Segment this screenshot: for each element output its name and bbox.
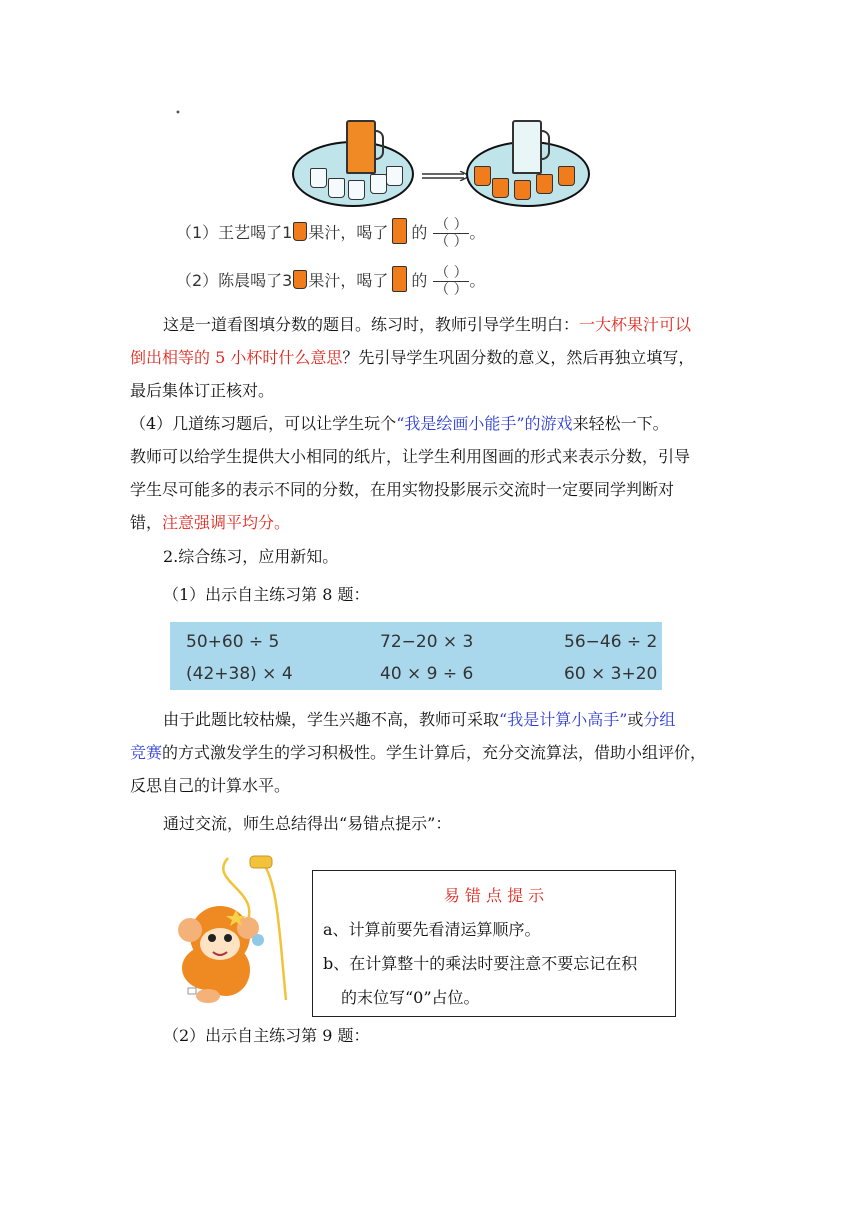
fraction-blank: [433, 266, 469, 297]
numerator-blank: （ ）: [435, 217, 468, 233]
expression: 50+60 ÷ 5: [186, 632, 280, 652]
paragraph-1-line-1: [163, 313, 691, 337]
error-tips-box: [312, 870, 676, 1017]
pitcher-icon: [392, 266, 407, 292]
text: ？先引导学生巩固分数的意义，然后再独立填写，: [342, 348, 695, 367]
text: 的方式激发学生的学习积极性。学生计算后，充分交流算法，借助小组评价，: [162, 743, 707, 762]
item-1: （1）出示自主练习第 8 题：: [163, 585, 370, 604]
text: 或: [627, 710, 644, 729]
numerator-blank: （ ）: [435, 265, 468, 281]
full-cup: [514, 180, 531, 200]
highlight-text: “我是绘画小能手”的游戏: [396, 414, 573, 433]
paragraph-3-line-3: 反思自己的计算水平。: [130, 776, 291, 795]
full-pitcher: [346, 120, 376, 174]
question-2-prefix: （2）陈晨喝了3: [176, 271, 293, 290]
tip-b-line-2: 的末位写“0”占位。: [341, 988, 480, 1007]
empty-cup: [370, 174, 387, 194]
expression: 60 × 3+20: [564, 664, 658, 684]
question-2: [176, 266, 485, 297]
denominator-blank: （ ）: [435, 234, 468, 250]
small-cup-icon: [293, 270, 307, 289]
empty-cup: [310, 168, 327, 188]
empty-cup: [386, 166, 403, 186]
summary-line: 通过交流，师生总结得出“易错点提示”：: [163, 814, 452, 833]
tip-a: a、计算前要先看清运算顺序。: [323, 920, 541, 939]
small-cup-icon: [293, 222, 307, 241]
exercise-8-box: [170, 622, 662, 690]
item-2: （2）出示自主练习第 9 题：: [163, 1026, 370, 1045]
question-1: [176, 218, 485, 249]
question-1-end: 。: [469, 223, 486, 242]
expression: (42+38) × 4: [186, 664, 293, 684]
question-2-mid: 果汁，喝了: [308, 271, 389, 290]
full-cup: [492, 178, 509, 198]
paragraph-2-line-4: [130, 511, 290, 535]
tips-title: 易 错 点 提 示: [443, 886, 545, 905]
full-cup: [536, 174, 553, 194]
highlight-text: 一大杯果汁可以: [579, 315, 692, 334]
fraction-blank: [433, 218, 469, 249]
expression: 72−20 × 3: [380, 632, 474, 652]
highlight-text: “我是计算小高手”: [499, 710, 628, 729]
question-1-suffix: 的: [411, 223, 428, 242]
paragraph-1-line-2: [130, 346, 694, 370]
text: 来轻松一下。: [572, 414, 669, 433]
denominator-blank: （ ）: [435, 282, 468, 298]
arrow-icon: [422, 166, 472, 176]
text: 由于此题比较枯燥，学生兴趣不高，教师可采取: [163, 710, 500, 729]
empty-cup: [348, 180, 365, 200]
full-cup: [474, 166, 491, 186]
question-2-suffix: 的: [411, 271, 428, 290]
pitcher-icon: [392, 218, 407, 244]
highlight-text: 倒出相等的 5 小杯时什么意思: [130, 348, 343, 367]
expression: 56−46 ÷ 2: [564, 632, 658, 652]
question-2-end: 。: [469, 271, 486, 290]
paragraph-2-line-1: [130, 412, 669, 436]
monkey-illustration: [168, 850, 318, 1010]
text: 这是一道看图填分数的题目。练习时，教师引导学生明白：: [163, 315, 580, 334]
juice-figure: [170, 108, 590, 308]
section-2-heading: 2.综合练习，应用新知。: [163, 547, 339, 566]
highlight-text: 分组: [643, 710, 676, 729]
text: （4）几道练习题后，可以让学生玩个: [130, 414, 397, 433]
highlight-text: 竞赛: [130, 743, 163, 762]
paragraph-3-line-1: [163, 708, 675, 732]
full-cup: [558, 166, 575, 186]
highlight-text: 注意强调平均分。: [162, 513, 291, 532]
question-1-mid: 果汁，喝了: [308, 223, 389, 242]
pitcher-handle: [540, 130, 550, 160]
paragraph-2-line-3: 学生尽可能多的表示不同的分数，在用实物投影展示交流时一定要同学判断对: [130, 480, 675, 499]
figure-mark: •: [175, 108, 181, 119]
question-1-prefix: （1）王艺喝了1: [176, 223, 293, 242]
expression: 40 × 9 ÷ 6: [380, 664, 474, 684]
paragraph-3-line-2: [130, 741, 706, 765]
tip-b-line-1: b、在计算整十的乘法时要注意不要忘记在积: [323, 954, 638, 973]
empty-cup: [328, 178, 345, 198]
text: 错，: [130, 513, 163, 532]
paragraph-1-line-3: 最后集体订正核对。: [130, 381, 275, 400]
pitcher-handle: [374, 130, 384, 160]
empty-pitcher: [512, 120, 542, 174]
paragraph-2-line-2: 教师可以给学生提供大小相同的纸片，让学生利用图画的形式来表示分数，引导: [130, 447, 691, 466]
